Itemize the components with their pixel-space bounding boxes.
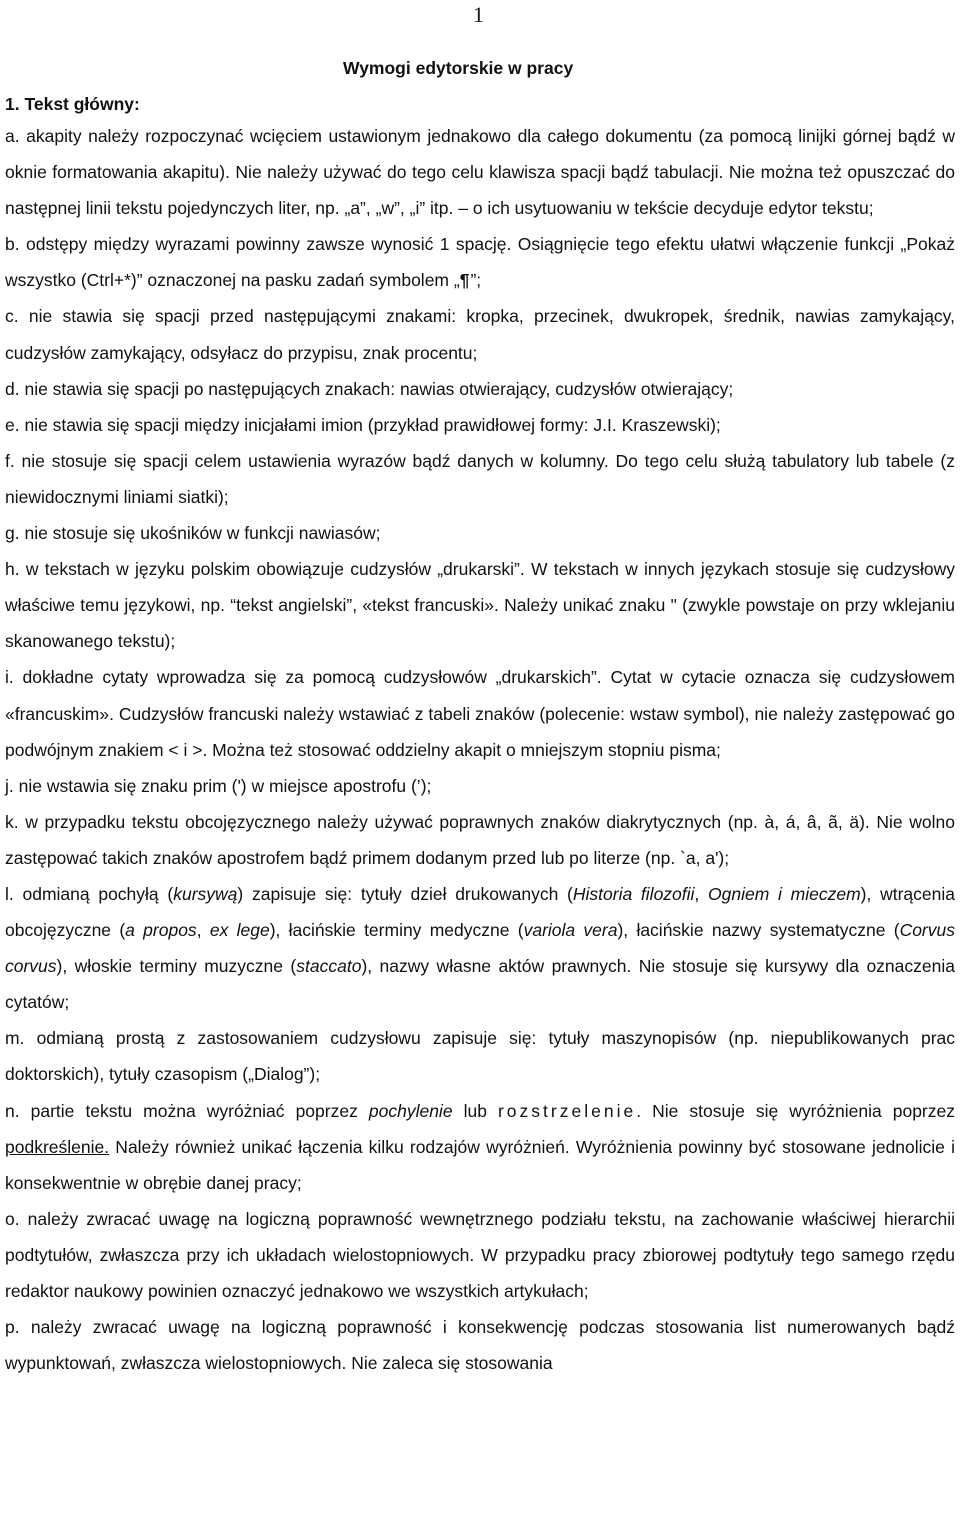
item-m: m. odmianą prostą z zastosowaniem cudzysłowu zapisuje się: tytuły maszynopisów (np. niepublikowanych prac doktorskich), tytuły czasopism („Dialog”); [5,1028,955,1085]
item-e: e. nie stawia się spacji między inicjałami imion (przykład prawidłowej formy: J.I. Kraszewski); [5,414,721,435]
item-l-text: ), łacińskie nazwy systematyczne ( [617,920,900,941]
item-k: k. w przypadku tekstu obcojęzycznego należy używać poprawnych znaków diakrytycznych (np. à, á, â, ã, ä). Nie wolno zastępować takich znaków apostrofem bądź primem dodanym przed lub po literze (np. `a, a'); [5,811,955,868]
item-i: i. dokładne cytaty wprowadza się za pomocą cudzysłowów „drukarskich”. Cytat w cytacie oznacza się cudzysłowem «francuskim». Cudzysłów francuski należy wstawiać z tabeli znaków (polecenie: wstaw symbol), nie należy zastępować go podwójnym znakiem < i >. Można też stosować oddzielny akapit o mniejszym stopniu pisma; [5,667,955,760]
pilcrow-icon: ¶ [459,270,471,291]
item-g: g. nie stosuje się ukośników w funkcji nawiasów; [5,523,381,544]
item-l-text: l. odmianą pochyłą ( [5,883,174,904]
item-n [5,1093,955,1201]
italic-foreign-phrase: ex lege [209,920,270,941]
item-l-text: ), włoskie terminy muzyczne ( [56,956,297,977]
section-heading: 1. Tekst główny: [5,94,140,114]
item-l-text: , [196,920,210,941]
item-n-text: lub [452,1100,498,1121]
item-a: a. akapity należy rozpoczynać wcięciem ustawionym jednakowo dla całego dokumentu (za pomocą linijki górnej bądź w oknie formatowania akapitu). Nie należy używać do tego celu klawisza spacji bądź tabulacji. Nie można też opuszczać do następnej linii tekstu pojedynczych liter, np. „a”, „w”, „i” itp. – o ich usytuowaniu w tekście decyduje edytor tekstu; [5,126,955,219]
item-o: o. należy zwracać uwagę na logiczną poprawność wewnętrznego podziału tekstu, na zachowanie właściwej hierarchii podtytułów, zwłaszcza przy ich układach wielostopniowych. W przypadku pracy zbiorowej podtytuły tego samego rzędu redaktor naukowy powinien oznaczyć jednakowo we wszystkich artykułach; [5,1208,955,1301]
item-c: c. nie stawia się spacji przed następującymi znakami: kropka, przecinek, dwukropek, średnik, nawias zamykający, cudzysłów zamykający, odsyłacz do przypisu, znak procentu; [5,306,955,363]
item-p: p. należy zwracać uwagę na logiczną poprawność i konsekwencję podczas stosowania list numerowanych bądź wypunktowań, zwłaszcza wielostopniowych. Nie zaleca się stosowania [5,1317,955,1374]
italic-medical-term: variola vera [523,920,618,941]
italic-example: pochylenie [368,1100,453,1121]
item-b-text: b. odstępy między wyrazami powinny zawsze wynosić 1 spację. Osiągnięcie tego efektu ułatwi włączenie funkcji „Pokaż wszystko (Ctrl+*)” oznaczonej na pasku zadań symbolem „ [5,234,955,291]
item-d: d. nie stawia się spacji po następujących znakach: nawias otwierający, cudzysłów otwierający; [5,378,734,399]
item-l-text: ), łacińskie terminy medyczne ( [269,920,524,941]
italic-foreign-phrase: a propos [125,920,197,941]
italic-example: kursywą [173,883,238,904]
item-b [5,226,955,298]
item-f: f. nie stosuje się spacji celem ustawienia wyrazów bądź danych w kolumny. Do tego celu służą tabulatory lub tabele (z niewidocznymi liniami siatki); [5,450,955,507]
item-j: j. nie wstawia się znaku prim (') w miejsce apostrofu (’); [5,775,432,796]
item-l-text: ), nazwy własne aktów prawnych. Nie stosuje się kursywy dla oznaczenia cytatów; [5,956,955,1013]
italic-species-name: Corvus corvus [5,920,955,977]
spaced-example: rozstrzelenie [497,1100,637,1121]
italic-book-title: Historia filozofii [572,883,695,904]
italic-music-term: staccato [296,956,362,977]
italic-book-title: Ogniem i mieczem [708,883,861,904]
item-l-text: ) zapisuje się: tytuły dzieł drukowanych ( [237,883,573,904]
item-l [5,876,955,1020]
item-n-text: Należy również unikać łączenia kilku rodzajów wyróżnień. Wyróżnienia powinny być stosowane jednolicie i konsekwentnie w obrębie danej pracy; [5,1136,955,1193]
item-l-text: ), wtrącenia obcojęzyczne ( [5,883,955,941]
underlined-example: podkreślenie. [5,1136,110,1157]
item-n-text: . Nie stosuje się wyróżnienia poprzez [636,1100,955,1121]
page-number: 1 [473,2,484,27]
document-title: Wymogi edytorskie w pracy [343,58,574,78]
item-l-text: , [694,883,709,904]
item-h: h. w tekstach w języku polskim obowiązuje cudzysłów „drukarski”. W tekstach w innych językach stosuje się cudzysłowy właściwe temu językowi, np. “tekst angielski”, «tekst francuski». Należy unikać znaku " (zwykle powstaje on przy wklejaniu skanowanego tekstu); [5,559,955,652]
item-b-end: ”; [470,270,482,291]
document-body [5,118,955,1381]
item-n-text: n. partie tekstu można wyróżniać poprzez [5,1100,369,1121]
